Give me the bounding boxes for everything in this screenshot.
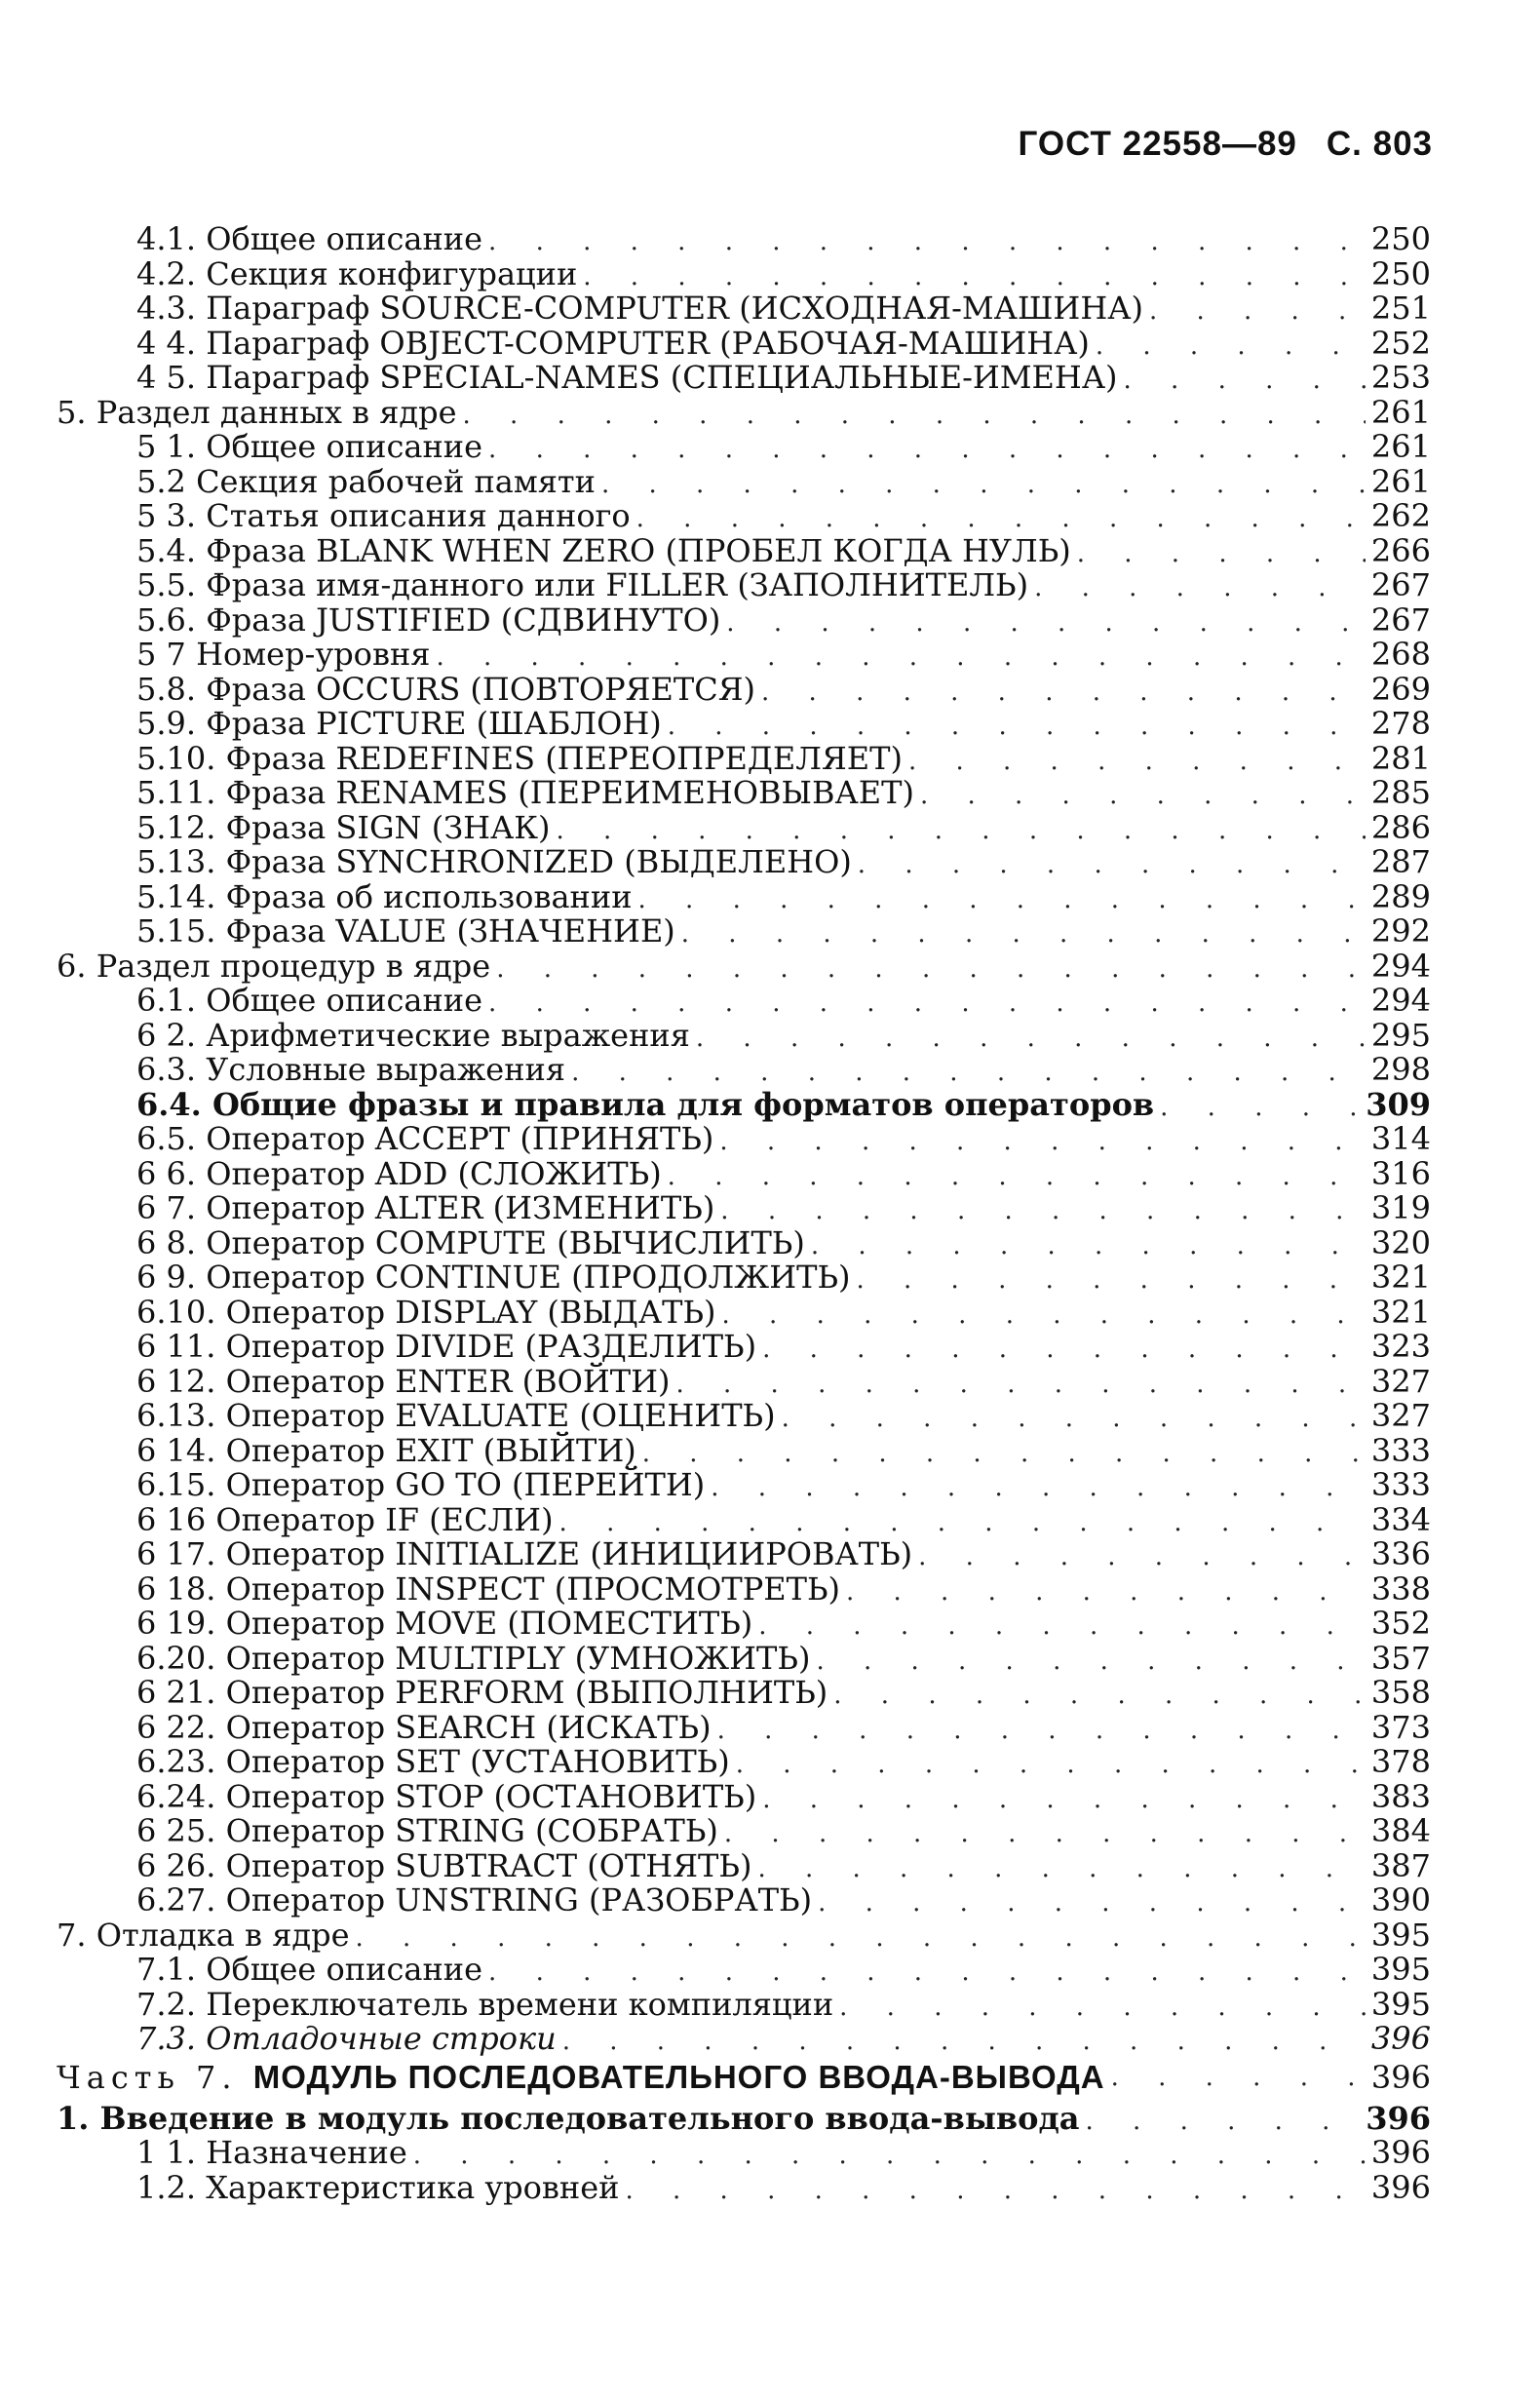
toc-entry[interactable] bbox=[57, 2020, 1431, 2055]
page-header bbox=[1019, 125, 1434, 164]
toc-entry[interactable] bbox=[57, 982, 1431, 1017]
toc-entry-title: 6 25. Оператор STRING (СОБРАТЬ) bbox=[136, 1812, 718, 1849]
toc-entry-title: 6 6. Оператор ADD (СЛОЖИТЬ) bbox=[136, 1154, 662, 1192]
toc-entry[interactable] bbox=[57, 1709, 1431, 1744]
toc-entry[interactable] bbox=[57, 1086, 1431, 1121]
toc-entry-title: 6 7. Оператор ALTER (ИЗМЕНИТЬ) bbox=[136, 1189, 715, 1226]
toc-entry[interactable] bbox=[57, 1432, 1431, 1467]
toc-entry-title: 5.6. Фраза JUSTIFIED (СДВИНУТО) bbox=[136, 600, 721, 639]
toc-entry[interactable] bbox=[57, 255, 1431, 291]
toc-entry-page: 395 bbox=[1370, 1916, 1431, 1954]
toc-entry[interactable] bbox=[57, 809, 1431, 844]
toc-entry-title: 6.23. Оператор SET (УСТАНОВИТЬ) bbox=[136, 1743, 730, 1780]
part-label: Часть 7. bbox=[57, 2058, 253, 2096]
toc-entry-page: 321 bbox=[1370, 1293, 1431, 1331]
toc-entry-title: 6 14. Оператор EXIT (ВЫЙТИ) bbox=[136, 1431, 636, 1469]
toc-entry[interactable] bbox=[57, 1328, 1431, 1363]
toc-entry-title: 5.5. Фраза имя-данного или FILLER (ЗАПОЛНИТЕЛЬ) bbox=[136, 566, 1029, 603]
toc-entry[interactable] bbox=[57, 1640, 1431, 1675]
toc-entry-page: 309 bbox=[1366, 1085, 1431, 1123]
toc-entry-page: 352 bbox=[1370, 1605, 1431, 1642]
toc-entry-page: 292 bbox=[1370, 912, 1431, 949]
dot-leader bbox=[642, 1439, 1366, 1468]
toc-entry-title: 5.4. Фраза BLANK WHEN ZERO (ПРОБЕЛ КОГДА НУЛЬ) bbox=[136, 531, 1071, 569]
toc-entry-page: 396 bbox=[1370, 2134, 1431, 2171]
toc-entry[interactable] bbox=[57, 1224, 1431, 1259]
toc-entry[interactable] bbox=[57, 1363, 1431, 1398]
toc-entry-title: 6.27. Оператор UNSTRING (РАЗОБРАТЬ) bbox=[136, 1881, 813, 1918]
toc-entry-title: 1.2. Характеристика уровней bbox=[136, 2168, 620, 2206]
toc-entry-page: 327 bbox=[1370, 1397, 1431, 1434]
toc-entry-title: 6 21. Оператор PERFORM (ВЫПОЛНИТЬ) bbox=[136, 1674, 828, 1711]
toc-entry-page: 267 bbox=[1370, 600, 1431, 639]
toc-entry-page: 261 bbox=[1370, 428, 1431, 465]
toc-entry-page: 261 bbox=[1370, 393, 1431, 431]
toc-entry-page: 358 bbox=[1370, 1674, 1431, 1711]
toc-entry-page: 373 bbox=[1370, 1708, 1431, 1746]
dot-leader bbox=[583, 262, 1366, 291]
toc-entry[interactable] bbox=[57, 2169, 1431, 2204]
dot-leader bbox=[711, 1473, 1366, 1502]
dot-leader bbox=[601, 470, 1366, 499]
dot-leader bbox=[758, 1611, 1366, 1641]
toc-entry[interactable] bbox=[57, 1917, 1431, 1952]
dot-leader bbox=[557, 816, 1366, 845]
toc-entry[interactable] bbox=[57, 566, 1431, 601]
toc-entry-title: 5.9. Фраза PICTURE (ШАБЛОН) bbox=[136, 705, 662, 742]
toc-entry-title: 5.11. Фраза RENAMES (ПЕРЕИМЕНОВЫВАЕТ) bbox=[136, 774, 914, 811]
standard-code: ГОСТ 22558—89 bbox=[1018, 125, 1297, 163]
toc-entry-title: 7.3. Отладочные строки bbox=[136, 2020, 557, 2057]
dot-leader bbox=[719, 1127, 1366, 1156]
toc-entry-title: 4 5. Параграф SPECIAL-NAMES (СПЕЦИАЛЬНЫЕ-ИМЕНА) bbox=[136, 359, 1118, 396]
toc-entry[interactable] bbox=[57, 1812, 1431, 1847]
toc-entry-title: 5 7 Номер-уровня bbox=[136, 636, 431, 673]
dot-leader bbox=[496, 954, 1366, 984]
dot-leader bbox=[571, 1058, 1366, 1087]
part-heading-page: 396 bbox=[1370, 2058, 1431, 2096]
toc-entry[interactable] bbox=[57, 1535, 1431, 1570]
toc-entry[interactable] bbox=[57, 1155, 1431, 1190]
toc-entry-page: 327 bbox=[1370, 1362, 1431, 1400]
dot-leader bbox=[436, 642, 1365, 672]
dot-leader bbox=[736, 1750, 1366, 1779]
toc-entry[interactable] bbox=[57, 705, 1431, 740]
toc-entry-page: 396 bbox=[1366, 2099, 1431, 2137]
dot-leader bbox=[638, 885, 1366, 914]
dot-leader bbox=[858, 850, 1366, 879]
dot-leader bbox=[908, 747, 1366, 776]
dot-leader bbox=[488, 1957, 1366, 1987]
dot-leader bbox=[1124, 366, 1366, 395]
toc-entry-page: 294 bbox=[1370, 982, 1431, 1019]
toc-entry-page: 333 bbox=[1370, 1431, 1431, 1469]
toc-entry-page: 321 bbox=[1370, 1259, 1431, 1296]
toc-entry-page: 287 bbox=[1370, 843, 1431, 880]
toc-entry-title: 6.10. Оператор DISPLAY (ВЫДАТЬ) bbox=[136, 1293, 716, 1331]
toc-entry[interactable] bbox=[57, 1778, 1431, 1813]
toc-entry-title: 6 12. Оператор ENTER (ВОЙТИ) bbox=[136, 1362, 671, 1400]
table-of-contents bbox=[57, 220, 1431, 2206]
toc-entry-page: 395 bbox=[1370, 1985, 1431, 2023]
toc-entry[interactable] bbox=[57, 1120, 1431, 1155]
toc-entry[interactable] bbox=[57, 463, 1431, 498]
toc-entry-page: 278 bbox=[1370, 705, 1431, 742]
toc-entry[interactable] bbox=[57, 1951, 1431, 1986]
toc-entry-title: 6 26. Оператор SUBTRACT (ОТНЯТЬ) bbox=[136, 1846, 752, 1884]
toc-entry-title: 6.13. Оператор EVALUATE (ОЦЕНИТЬ) bbox=[136, 1397, 776, 1434]
toc-entry-title: 4.2. Секция конфигурации bbox=[136, 254, 578, 292]
toc-entry-page: 333 bbox=[1370, 1466, 1431, 1503]
toc-entry-page: 295 bbox=[1370, 1016, 1431, 1054]
toc-entry-page: 384 bbox=[1370, 1812, 1431, 1849]
toc-entry-page: 250 bbox=[1370, 220, 1431, 257]
toc-entry-title: 5.10. Фраза REDEFINES (ПЕРЕОПРЕДЕЛЯЕТ) bbox=[136, 739, 903, 777]
toc-entry[interactable] bbox=[57, 1570, 1431, 1606]
dot-leader bbox=[782, 1404, 1366, 1433]
dot-leader bbox=[1111, 2063, 1366, 2092]
toc-entry-page: 390 bbox=[1370, 1881, 1431, 1918]
dot-leader bbox=[626, 2176, 1366, 2205]
toc-entry-title: 5.2 Секция рабочей памяти bbox=[136, 462, 596, 500]
toc-entry-title: 6.24. Оператор STOP (ОСТАНОВИТЬ) bbox=[136, 1777, 757, 1815]
toc-entry-page: 266 bbox=[1370, 531, 1431, 569]
toc-entry-page: 319 bbox=[1370, 1189, 1431, 1226]
dot-leader bbox=[668, 712, 1366, 741]
toc-entry-title: 5.14. Фраза об использовании bbox=[136, 877, 633, 915]
dot-leader bbox=[818, 1888, 1366, 1918]
dot-leader bbox=[811, 1231, 1366, 1260]
toc-entry[interactable] bbox=[57, 1259, 1431, 1294]
toc-entry-title: 4.1. Общее описание bbox=[136, 220, 483, 257]
dot-leader bbox=[559, 1508, 1366, 1537]
dot-leader bbox=[488, 988, 1366, 1018]
toc-entry[interactable] bbox=[57, 948, 1431, 983]
dot-leader bbox=[1034, 573, 1366, 602]
toc-entry-title: 6.5. Оператор ACCEPT (ПРИНЯТЬ) bbox=[136, 1120, 714, 1157]
toc-entry-page: 294 bbox=[1370, 947, 1431, 985]
part-heading-title bbox=[57, 2059, 1105, 2096]
toc-entry-page: 269 bbox=[1370, 670, 1431, 708]
toc-entry-title: 6 17. Оператор INITIALIZE (ИНИЦИИРОВАТЬ) bbox=[136, 1535, 913, 1572]
toc-entry-page: 286 bbox=[1370, 808, 1431, 846]
toc-entry-page: 357 bbox=[1370, 1639, 1431, 1677]
dot-leader bbox=[833, 1681, 1366, 1710]
dot-leader bbox=[1086, 2107, 1361, 2136]
toc-entry-page: 251 bbox=[1370, 290, 1431, 327]
dot-leader bbox=[463, 401, 1366, 430]
dot-leader bbox=[762, 1335, 1366, 1364]
toc-entry[interactable] bbox=[57, 671, 1431, 706]
dot-leader bbox=[726, 608, 1366, 638]
toc-entry[interactable] bbox=[57, 1605, 1431, 1640]
page-number: С. 803 bbox=[1326, 125, 1433, 163]
toc-entry-title: 6 9. Оператор CONTINUE (ПРОДОЛЖИТЬ) bbox=[136, 1259, 851, 1296]
toc-entry-title: 1. Введение в модуль последовательного ввода-вывода bbox=[57, 2099, 1080, 2137]
toc-entry-title: 5.12. Фраза SIGN (ЗНАК) bbox=[136, 808, 551, 846]
toc-entry-title: 6 19. Оператор MOVE (ПОМЕСТИТЬ) bbox=[136, 1605, 753, 1642]
toc-entry[interactable] bbox=[57, 1501, 1431, 1536]
toc-entry-page: 289 bbox=[1370, 877, 1431, 915]
toc-entry-title: 6 2. Арифметические выражения bbox=[136, 1016, 690, 1054]
toc-entry-page: 320 bbox=[1370, 1223, 1431, 1261]
dot-leader bbox=[762, 1785, 1366, 1814]
dot-leader bbox=[761, 678, 1366, 707]
toc-entry[interactable] bbox=[57, 1397, 1431, 1432]
dot-leader bbox=[757, 1854, 1365, 1883]
toc-entry[interactable] bbox=[57, 2134, 1431, 2169]
toc-entry-page: 262 bbox=[1370, 497, 1431, 534]
toc-entry[interactable] bbox=[57, 1986, 1431, 2021]
toc-entry-page: 396 bbox=[1370, 2168, 1431, 2206]
dot-leader bbox=[675, 1370, 1365, 1399]
dot-leader bbox=[696, 1024, 1366, 1053]
toc-entry-title: 5 3. Статья описания данного bbox=[136, 497, 631, 534]
toc-entry-title: 6 11. Оператор DIVIDE (РАЗДЕЛИТЬ) bbox=[136, 1328, 757, 1365]
toc-entry-page: 395 bbox=[1370, 1951, 1431, 1988]
toc-entry-page: 261 bbox=[1370, 462, 1431, 500]
toc-entry-page: 338 bbox=[1370, 1569, 1431, 1608]
dot-leader bbox=[562, 2027, 1366, 2056]
toc-entry-page: 267 bbox=[1370, 566, 1431, 603]
toc-entry-page: 316 bbox=[1370, 1154, 1431, 1192]
toc-entry-page: 268 bbox=[1370, 636, 1431, 673]
toc-entry-page: 314 bbox=[1370, 1120, 1431, 1157]
toc-entry-page: 387 bbox=[1370, 1846, 1431, 1884]
toc-entry-title: 6 22. Оператор SEARCH (ИСКАТЬ) bbox=[136, 1708, 712, 1746]
toc-entry[interactable] bbox=[57, 843, 1431, 878]
toc-entry-title: 6.4. Общие фразы и правила для форматов операторов bbox=[136, 1085, 1155, 1123]
toc-entry-title: 1 1. Назначение bbox=[136, 2134, 407, 2171]
toc-entry[interactable] bbox=[57, 220, 1431, 255]
toc-entry-page: 253 bbox=[1370, 359, 1431, 396]
toc-entry-page: 334 bbox=[1370, 1500, 1431, 1538]
toc-entry-title: 6.15. Оператор GO TO (ПЕРЕЙТИ) bbox=[136, 1466, 706, 1503]
toc-entry-title: 5. Раздел данных в ядре bbox=[57, 393, 457, 431]
dot-leader bbox=[918, 1542, 1366, 1571]
toc-entry-title: 7.1. Общее описание bbox=[136, 1951, 483, 1988]
toc-entry[interactable] bbox=[57, 774, 1431, 809]
toc-entry-title: 4.3. Параграф SOURCE-COMPUTER (ИСХОДНАЯ-МАШИНА) bbox=[136, 290, 1143, 327]
part-heading[interactable] bbox=[57, 2055, 1431, 2100]
toc-entry-title: 5 1. Общее описание bbox=[136, 428, 483, 465]
toc-entry[interactable] bbox=[57, 1294, 1431, 1329]
dot-leader bbox=[488, 435, 1366, 464]
toc-entry-page: 383 bbox=[1370, 1777, 1431, 1815]
dot-leader bbox=[668, 1162, 1366, 1191]
toc-entry-title: 6.20. Оператор MULTIPLY (УМНОЖИТЬ) bbox=[136, 1639, 811, 1677]
dot-leader bbox=[846, 1577, 1366, 1607]
dot-leader bbox=[720, 1196, 1366, 1225]
dot-leader bbox=[920, 781, 1366, 810]
dot-leader bbox=[1077, 539, 1366, 568]
toc-entry[interactable] bbox=[57, 1189, 1431, 1224]
toc-entry-page: 378 bbox=[1370, 1743, 1431, 1780]
toc-entry-title: 7. Отладка в ядре bbox=[57, 1916, 350, 1954]
toc-entry[interactable] bbox=[57, 394, 1431, 429]
toc-entry[interactable] bbox=[57, 359, 1431, 394]
toc-entry[interactable] bbox=[57, 1847, 1431, 1882]
dot-leader bbox=[1160, 1093, 1360, 1122]
toc-entry-page: 252 bbox=[1370, 324, 1431, 362]
toc-entry[interactable] bbox=[57, 290, 1431, 325]
toc-entry-title: 6 16 Оператор IF (ЕСЛИ) bbox=[136, 1500, 554, 1538]
dot-leader bbox=[722, 1300, 1366, 1330]
toc-entry[interactable] bbox=[57, 1674, 1431, 1709]
toc-entry-title: 5.8. Фраза OCCURS (ПОВТОРЯЕТСЯ) bbox=[136, 670, 756, 708]
toc-entry[interactable] bbox=[57, 740, 1431, 775]
part-title: МОДУЛЬ ПОСЛЕДОВАТЕЛЬНОГО ВВОДА-ВЫВОДА bbox=[252, 2058, 1105, 2095]
toc-entry[interactable] bbox=[57, 1743, 1431, 1778]
dot-leader bbox=[681, 919, 1366, 949]
dot-leader bbox=[717, 1716, 1366, 1745]
toc-entry-title: 6.1. Общее описание bbox=[136, 982, 483, 1019]
dot-leader bbox=[1149, 296, 1366, 326]
toc-entry-page: 396 bbox=[1370, 2020, 1431, 2057]
toc-entry-title: 5.15. Фраза VALUE (ЗНАЧЕНИЕ) bbox=[136, 912, 675, 949]
dot-leader bbox=[839, 1993, 1366, 2022]
toc-entry-page: 285 bbox=[1370, 774, 1431, 811]
toc-entry-page: 281 bbox=[1370, 739, 1431, 777]
toc-entry[interactable] bbox=[57, 1466, 1431, 1501]
dot-leader bbox=[488, 227, 1366, 256]
toc-entry-title: 4 4. Параграф OBJECT-COMPUTER (РАБОЧАЯ-МАШИНА) bbox=[136, 324, 1090, 362]
toc-entry[interactable] bbox=[57, 1051, 1431, 1086]
dot-leader bbox=[724, 1819, 1366, 1848]
toc-entry[interactable] bbox=[57, 428, 1431, 463]
toc-entry-title: 7.2. Переключатель времени компиляции bbox=[136, 1985, 834, 2023]
toc-entry[interactable] bbox=[57, 1017, 1431, 1052]
dot-leader bbox=[1096, 331, 1366, 361]
toc-entry-page: 250 bbox=[1370, 254, 1431, 292]
toc-entry[interactable] bbox=[57, 912, 1431, 948]
toc-entry[interactable] bbox=[57, 878, 1431, 913]
dot-leader bbox=[413, 2141, 1366, 2170]
toc-entry[interactable] bbox=[57, 497, 1431, 532]
dot-leader bbox=[636, 504, 1366, 533]
dot-leader bbox=[816, 1647, 1365, 1676]
toc-entry-title: 6 8. Оператор COMPUTE (ВЫЧИСЛИТЬ) bbox=[136, 1223, 805, 1261]
toc-entry-page: 336 bbox=[1370, 1535, 1431, 1572]
toc-entry[interactable] bbox=[57, 532, 1431, 567]
toc-entry-page: 323 bbox=[1370, 1328, 1431, 1365]
toc-entry-title: 6 18. Оператор INSPECT (ПРОСМОТРЕТЬ) bbox=[136, 1569, 840, 1608]
toc-entry-title: 6. Раздел процедур в ядре bbox=[57, 947, 491, 985]
dot-leader bbox=[856, 1265, 1365, 1295]
toc-entry[interactable] bbox=[57, 2100, 1431, 2135]
dot-leader bbox=[356, 1923, 1366, 1953]
toc-entry[interactable] bbox=[57, 1881, 1431, 1917]
toc-entry[interactable] bbox=[57, 636, 1431, 671]
toc-entry[interactable] bbox=[57, 601, 1431, 637]
toc-entry[interactable] bbox=[57, 325, 1431, 360]
toc-entry-title: 6.3. Условные выражения bbox=[136, 1051, 566, 1088]
toc-entry-title: 5.13. Фраза SYNCHRONIZED (ВЫДЕЛЕНО) bbox=[136, 843, 852, 880]
toc-entry-page: 298 bbox=[1370, 1051, 1431, 1088]
